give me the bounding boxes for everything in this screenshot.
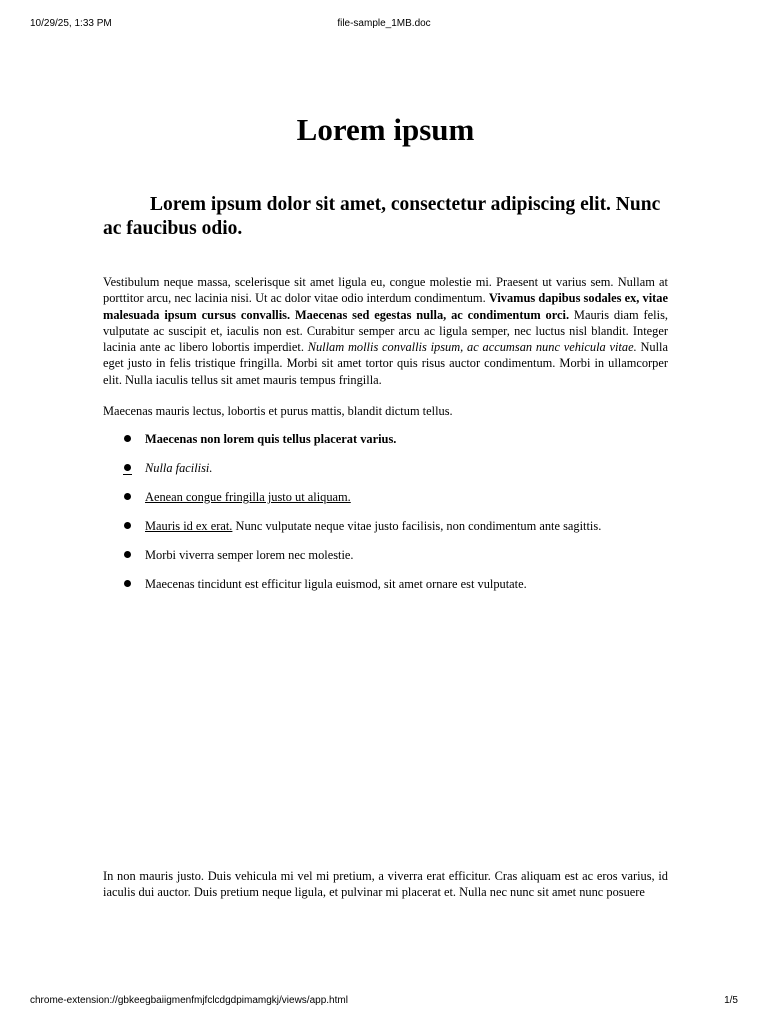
list-item [103, 547, 668, 576]
bullet-icon [124, 580, 131, 587]
bullet-icon [124, 522, 131, 529]
bullet-list [103, 431, 668, 605]
list-item [103, 518, 668, 547]
list-item-text: Morbi viverra semper lorem nec molestie. [145, 548, 354, 562]
page-indicator: 1/5 [724, 995, 738, 1006]
paragraph-1-text-a: Vestibulum neque massa, scelerisque sit amet ligula eu, congue molestie mi. Praesent ut varius sem. Nullam at porttitor arcu, nec lacinia nisi. Ut ac dolor vitae odio interdum condimentum. [103, 275, 668, 306]
list-item-text: Maecenas non lorem quis tellus placerat varius. [145, 432, 397, 446]
list-item [103, 489, 668, 518]
print-header [30, 18, 738, 32]
list-item [103, 460, 668, 489]
bullet-icon [124, 464, 131, 471]
list-item [103, 576, 668, 605]
bullet-icon [124, 551, 131, 558]
list-item-underlined-text: Mauris id ex erat. [145, 519, 233, 533]
paragraph-2: Maecenas mauris lectus, lobortis et purus mattis, blandit dictum tellus. [103, 404, 453, 418]
paragraph-3: In non mauris justo. Duis vehicula mi vel mi pretium, a viverra erat efficitur. Cras aliquam est ac eros varius, id iaculis dui auctor. Duis pretium neque ligula, et pulvinar mi placerat et. Nulla nec nunc sit amet nunc posuere [103, 869, 668, 900]
paragraph-1-text-b: Mauris diam felis, vulputate ac suscipit et, iaculis non est. Curabitur semper arcu ac ligula semper, nec luctus nisl blandit. Integer lacinia ante ac libero lobortis imperdiet. [103, 307, 668, 355]
bullet-icon [124, 435, 131, 442]
print-footer [30, 995, 738, 1009]
document-subtitle: Lorem ipsum dolor sit amet, consectetur adipiscing elit. Nunc ac faucibus odio. [103, 194, 661, 239]
list-item-text: Nunc vulputate neque vitae justo facilisis, non condimentum ante sagittis. [232, 519, 602, 533]
print-datetime: 10/29/25, 1:33 PM [30, 18, 112, 29]
document-title: Lorem ipsum [296, 112, 475, 147]
print-filename: file-sample_1MB.doc [337, 18, 431, 29]
list-item-text: Nulla facilisi. [145, 461, 213, 475]
bullet-icon [124, 493, 131, 500]
paragraph-1 [103, 274, 668, 388]
list-item-text: Maecenas tincidunt est efficitur ligula euismod, sit amet ornare est vulputate. [145, 577, 527, 591]
paragraph-1-italic-text: Nullam mollis convallis ipsum, ac accumsan nunc vehicula vitae. [307, 340, 637, 355]
list-item [103, 431, 668, 460]
paragraph-1-text-c: Nulla eget justo in felis tristique fringilla. Morbi sit amet tortor quis risus auctor condimentum. Morbi in ullamcorper elit. Nulla iaculis tellus sit amet mauris tempus fringilla. [103, 340, 668, 387]
print-url: chrome-extension://gbkeegbaiigmenfmjfclcdgdpimamgkj/views/app.html [30, 995, 348, 1006]
list-item-text: Aenean congue fringilla justo ut aliquam. [145, 490, 351, 504]
paragraph-1-bold-text: Vivamus dapibus sodales ex, vitae malesuada ipsum cursus convallis. Maecenas sed egestas nulla, ac condimentum orci. [103, 291, 668, 322]
